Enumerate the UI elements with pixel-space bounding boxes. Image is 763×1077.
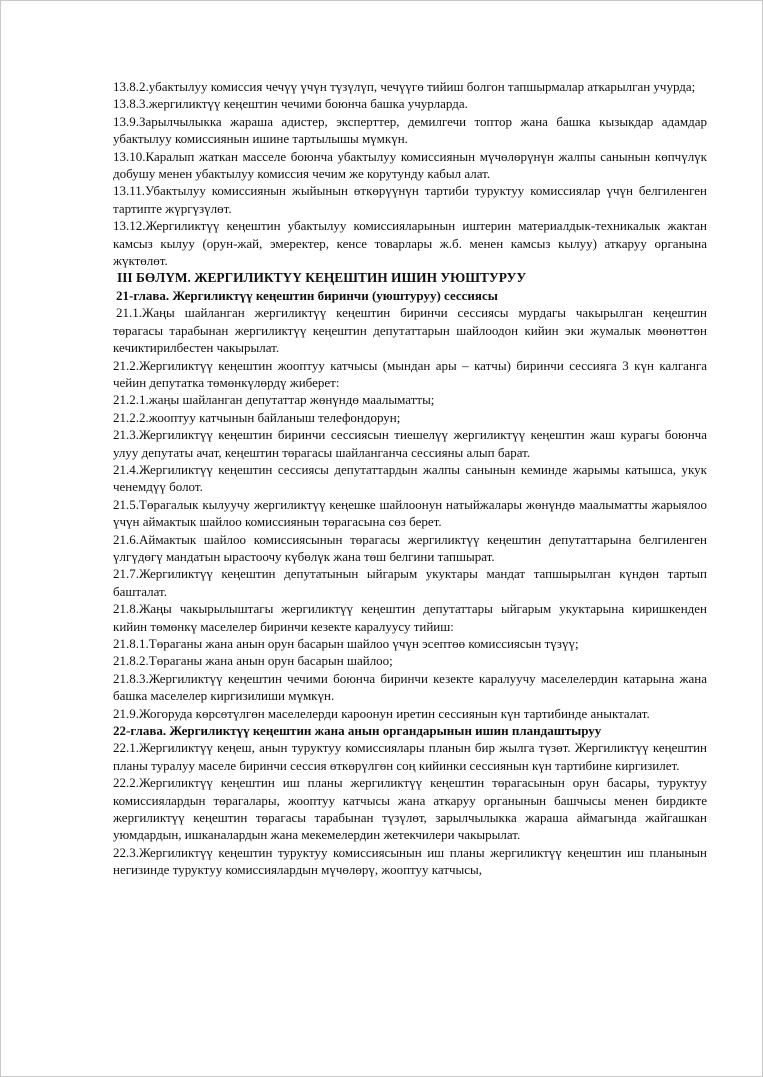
paragraph-13-12: 13.12.Жергиликтүү кеңештин убактылуу комиссияларынын иштерин материалдык-техникалык жактан камсыз кылуу (орун-жай, эмеректер, кенсе товарлары ж.б. менен камсыз кылуу) аткаруу органына жүктөлөт.: [113, 218, 707, 269]
paragraph-21-8: 21.8.Жаңы чакырылыштагы жергиликтүү кеңештин депутаттары ыйгарым укуктарына киришкенден кийин төмөнкү маселелер биринчи кезекте каралуусу тийиш:: [113, 601, 707, 634]
chapter-22-heading: 22-глава. Жергиликтүү кеңештин жана анын органдарынын ишин пландаштыруу: [113, 723, 602, 739]
paragraph-21-3: 21.3.Жергиликтүү кеңештин биринчи сессиясын тиешелүү жергиликтүү кеңештин жаш курагы боюнча улуу депутаты ачат, кеңештин төрагасы шайланганча сессияны алып барат.: [113, 427, 707, 460]
paragraph-21-5: 21.5.Төрагалык кылуучу жергиликтүү кеңешке шайлоонун натыйжалары жөнүндө маалыматты жарыялоо үчүн аймактык шайлоо комиссиянын төрагасына сөз берет.: [113, 496, 707, 530]
paragraph-22-3: 22.3.Жергиликтүү кеңештин туруктуу комиссиясынын иш планы жергиликтүү кеңештин иш планынын негизинде туруктуу комиссиялардын мүчөлөрү, жооптуу катчысы,: [113, 844, 707, 878]
part-heading: III БӨЛҮМ. ЖЕРГИЛИКТҮҮ КЕҢЕШТИН ИШИН УЮШТУРУУ: [117, 270, 527, 286]
paragraph-13-8-2: 13.8.2.убактылуу комиссия чечүү үчүн түзүлүп, чечүүгө тийиш болгон тапшырмалар аткарылган учурда;: [113, 79, 696, 94]
paragraph-21-8-2: 21.8.2.Төраганы жана анын орун басарын шайлоо;: [113, 653, 393, 669]
paragraph-21-9: 21.9.Жогоруда көрсөтүлгөн маселелерди кароонун иретин сессиянын күн тартибинде аныкталат.: [113, 705, 650, 721]
paragraph-21-6: 21.6.Аймактык шайлоо комиссиясынын төрагасы жергиликтүү кеңештин депутаттарына белгиленген үлгүдөгү мандатын ырастоочу күбөлүк жана төш белгини тапшырат.: [113, 531, 707, 564]
paragraph-13-10: 13.10.Каралып жаткан масселе боюнча убактылуу комиссиянын мүчөлөрүнүн жалпы санынын көпчүлүк добушу менен убактылуу комиссия чечим же корутунду кабыл алат.: [113, 148, 707, 182]
document-body: [113, 78, 707, 879]
paragraph-21-7: 21.7.Жергиликтүү кеңештин депутатынын ыйгарым укуктары мандат тапшырылган күндөн тартып башталат.: [113, 566, 707, 599]
paragraph-21-1: 21.1.Жаңы шайланган жергиликтүү кеңештин биринчи сессиясы мурдагы чакырылган кеңештин төрагасы тарабынан жергиликтүү кеңештин депутаттарын шайлоодон кийин эки жумалык мөөнөттөн кечиктирилбестен чакырылат.: [113, 305, 707, 356]
paragraph-21-8-1: 21.8.1.Төраганы жана анын орун басарын шайлоо үчүн эсептөө комиссиясын түзүү;: [113, 636, 579, 651]
paragraph-13-9: 13.9.Зарылчылыкка жараша адистер, эксперттер, демилгечи топтор жана башка кызыкдар адамдар убактылуу комиссиянын ишине тартылышы мүмкүн.: [113, 113, 707, 147]
paragraph-21-2: 21.2.Жергиликтүү кеңештин жооптуу катчысы (мындан ары – катчы) биринчи сессияга 3 күн калганга чейин депутатка төмөнкүлөрдү жиберет:: [113, 357, 707, 390]
paragraph-21-8-3: 21.8.3.Жергиликтүү кеңештин чечими боюнча биринчи кезекте каралуучу маселелердин катарына жана башка маселелер киргизилиши мүмкүн.: [113, 670, 707, 704]
paragraph-22-1: 22.1.Жергиликтүү кеңеш, анын туруктуу комиссиялары планын бир жылга түзөт. Жергиликтүү кеңештин планы туралуу маселе биринчи сессия өткөрүлгөн соң кийинки сессиянын күн тартибине киргизилет.: [113, 740, 707, 773]
paragraph-22-2: 22.2.Жергиликтүү кеңештин иш планы жергиликтүү кеңештин төрагасынын орун басары, туруктуу комиссиялардын төрагалары, жооптуу катчысы жана аткаруу органынын башчысы менен бирдикте жергиликтүү кеңештин төрагасы тарабынан түзүлөт, зарылчылыкка жараша аймагында жайгашкан уюмдардын, ишканалардын жана мекемелердин жетекчилери чакырылат.: [113, 775, 707, 843]
paragraph-21-4: 21.4.Жергиликтүү кеңештин сессиясы депутаттардын жалпы санынын кеминде жарымы катышса, укук ченемдүү болот.: [113, 461, 707, 495]
paragraph-21-2-2: 21.2.2.жооптуу катчынын байланыш телефондорун;: [113, 409, 401, 425]
paragraph-13-11: 13.11.Убактылуу комиссиянын жыйынын өткөрүүнүн тартиби туруктуу комиссиялар үчүн белгиленген тартипте жүргүзүлөт.: [113, 183, 707, 216]
paragraph-13-8-3: 13.8.3.жергиликтүү кеңештин чечими боюнча башка учурларда.: [113, 96, 468, 112]
chapter-21-heading: 21-глава. Жергиликтүү кеңештин биринчи (уюштуруу) сессиясы: [116, 287, 498, 303]
paragraph-21-2-1: 21.2.1.жаңы шайланган депутаттар жөнүндө маалыматты;: [113, 392, 435, 408]
